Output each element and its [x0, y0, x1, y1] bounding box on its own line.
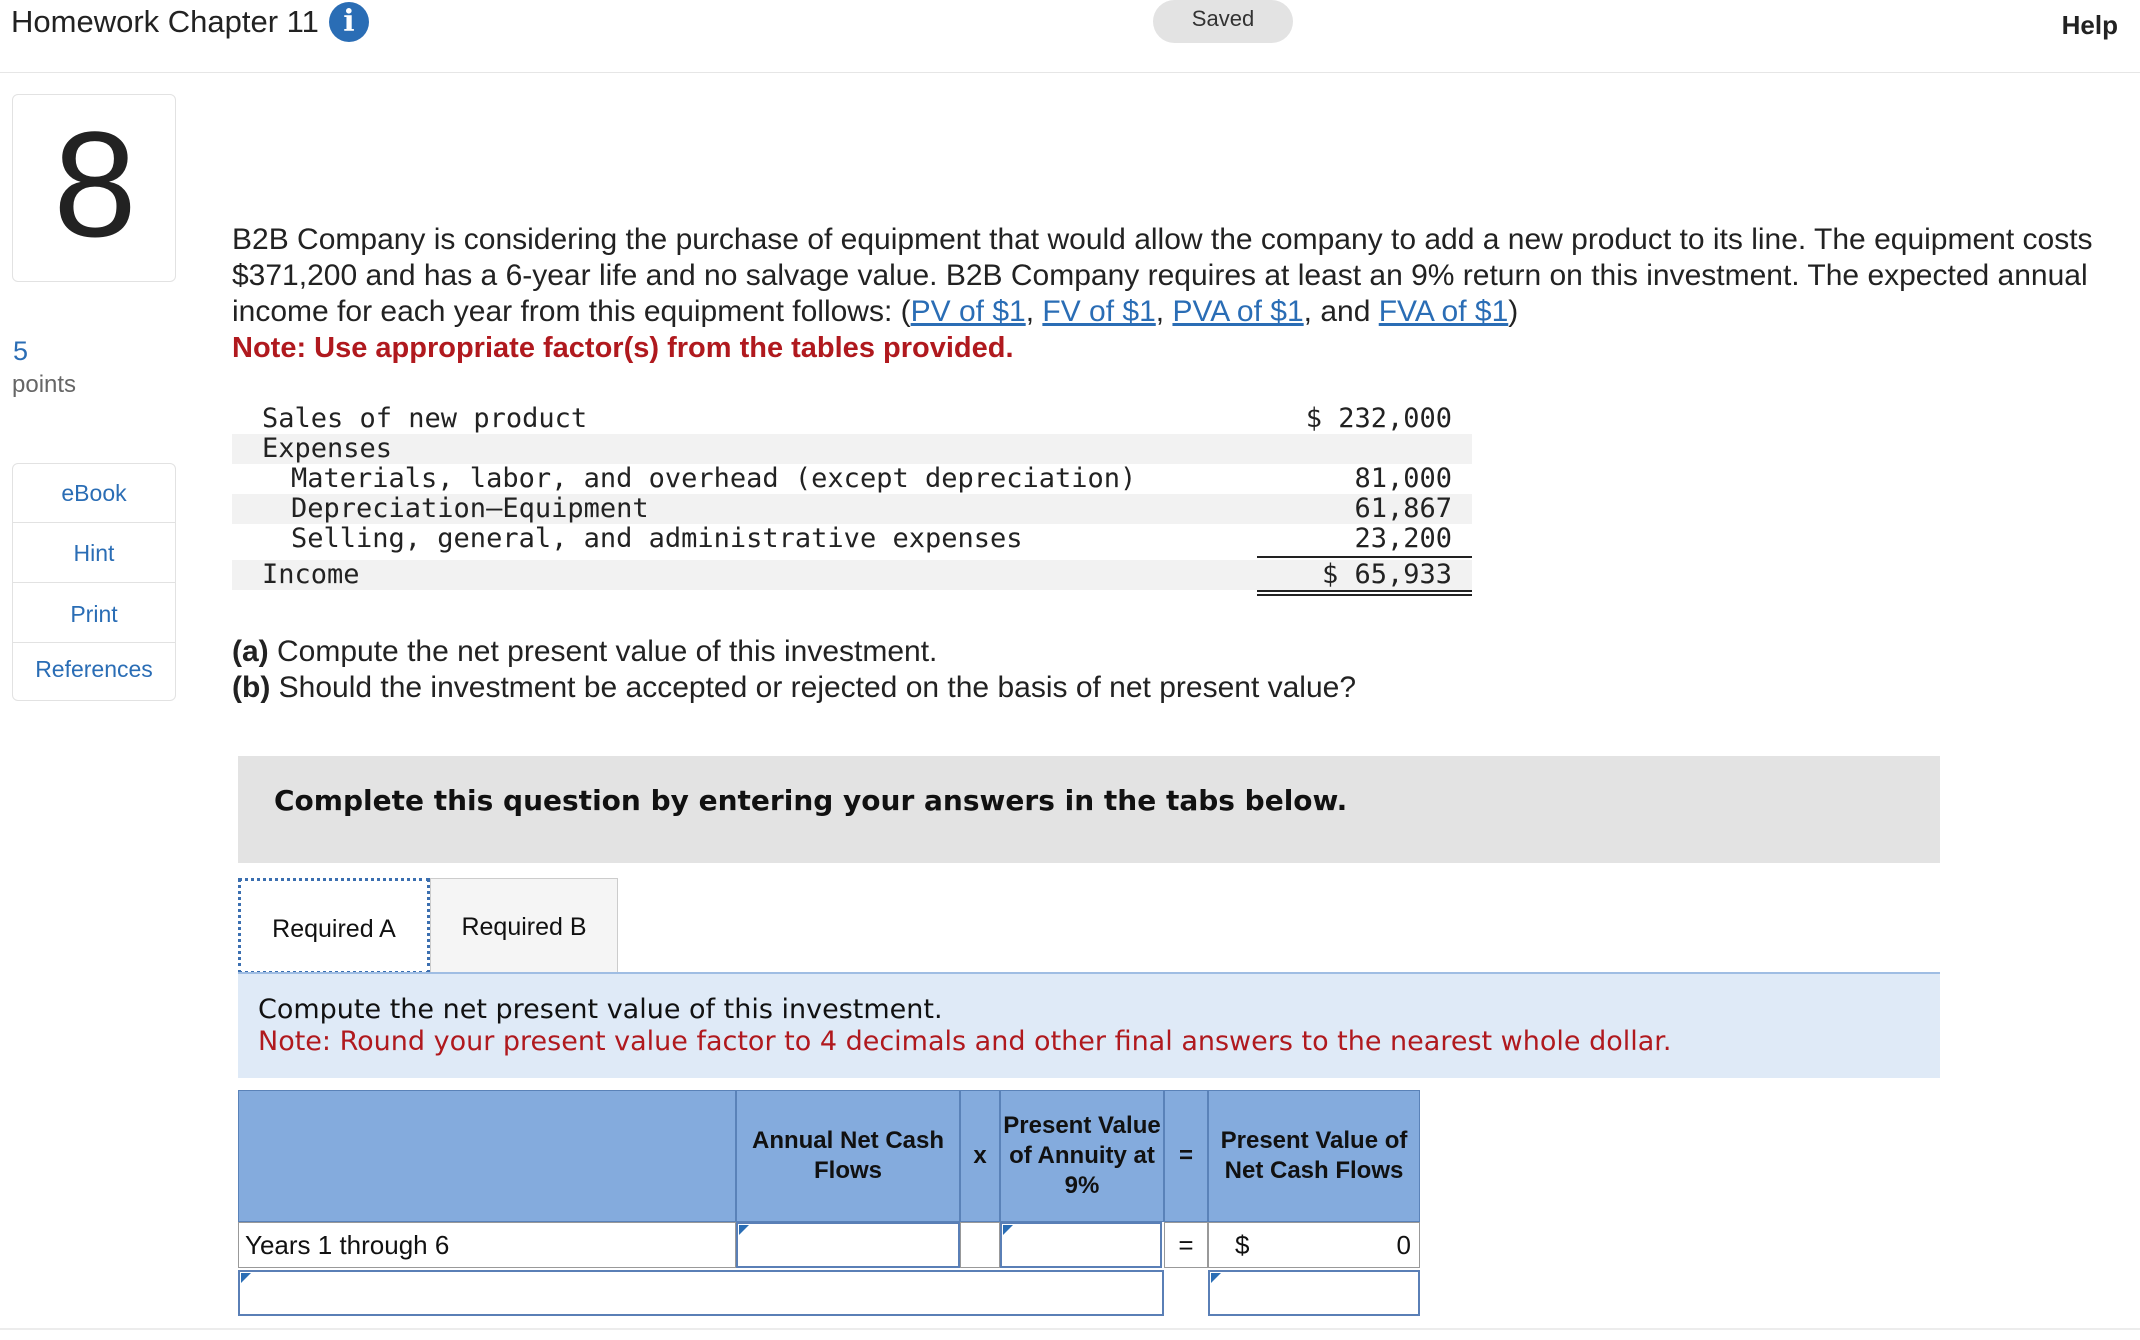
tab-required-a[interactable]: Required A — [238, 878, 430, 974]
nav-divider — [13, 642, 175, 643]
fva-table-link[interactable]: FVA of $1 — [1378, 295, 1509, 328]
header-pv-annuity: Present Value of Annuity at 9% — [1000, 1090, 1164, 1222]
income-row-label: Selling, general, and administrative expenses — [291, 523, 1023, 554]
nav-divider — [13, 582, 175, 583]
part-a — [232, 634, 1356, 670]
references-link[interactable]: References — [35, 656, 153, 682]
question-body: B2B Company is considering the purchase of equipment that would allow the company to add a new product to its line. The equipment costs $371,200 and has a 6-year life and no salvage value. B2B Company requires at least an 9% return on this investment. The expected annual income for each year from this equipment follows: ( — [232, 223, 2093, 328]
annual-net-cash-flows-cell — [736, 1222, 960, 1268]
header-annual-net-cash-flows: Annual Net Cash Flows — [736, 1090, 960, 1222]
income-row-value: 61,867 — [1354, 493, 1452, 524]
income-row-label: Sales of new product — [262, 403, 588, 434]
bottom-divider — [0, 1328, 2140, 1330]
points-label: points — [12, 371, 77, 398]
requirement-prompt-box — [238, 972, 1940, 1078]
info-icon[interactable]: i — [329, 2, 369, 42]
income-row — [232, 524, 1472, 554]
top-bar — [0, 0, 2140, 73]
header-pv-net-cash-flows: Present Value of Net Cash Flows — [1208, 1090, 1420, 1222]
part-a-text: Compute the net present value of this investment. — [268, 635, 938, 668]
question-number: 8 — [53, 100, 137, 268]
income-row-label: Income — [262, 559, 360, 590]
spacer-cell — [1164, 1270, 1208, 1316]
instruction-bar — [238, 756, 1940, 863]
help-link[interactable]: Help — [2061, 10, 2118, 40]
pva-table-link[interactable]: PVA of $1 — [1172, 295, 1304, 328]
part-b-text: Should the investment be accepted or rejected on the basis of net present value? — [270, 671, 1357, 704]
requirement-prompt: Compute the net present value of this investment. — [258, 994, 943, 1025]
pv-net-cash-flows-value: 0 — [1396, 1230, 1411, 1260]
fv-table-link[interactable]: FV of $1 — [1042, 295, 1156, 328]
ebook-link[interactable]: eBook — [61, 480, 127, 506]
pv-annuity-factor-input[interactable] — [1000, 1222, 1162, 1268]
total-double-rule — [1257, 590, 1472, 596]
header-equals-symbol: = — [1164, 1090, 1208, 1222]
income-row-value: $ 65,933 — [1321, 559, 1452, 590]
annual-net-cash-flows-input[interactable] — [736, 1222, 960, 1268]
income-row-value: 81,000 — [1354, 463, 1452, 494]
header-times-symbol: x — [960, 1090, 1000, 1222]
header-blank-cell — [238, 1090, 736, 1222]
pv-table-link[interactable]: PV of $1 — [910, 295, 1026, 328]
table-row-label-cell — [238, 1222, 736, 1268]
instruction-text: Complete this question by entering your answers in the tabs below. — [274, 784, 1348, 817]
income-row-label: Depreciation—Equipment — [291, 493, 649, 524]
link-separator: , and — [1303, 295, 1379, 328]
income-row — [232, 464, 1472, 494]
points-value: 5 — [13, 336, 29, 366]
income-row-value: $ 232,000 — [1305, 403, 1452, 434]
close-paren: ) — [1508, 295, 1519, 328]
resource-nav — [12, 463, 176, 701]
income-row — [232, 494, 1472, 524]
subtotal-rule — [1257, 556, 1472, 558]
income-row — [232, 560, 1472, 590]
link-separator: , — [1025, 295, 1043, 328]
income-row-label: Expenses — [262, 433, 393, 464]
equals-symbol: = — [1178, 1230, 1194, 1260]
question-number-box — [12, 94, 176, 282]
equals-cell — [1164, 1222, 1208, 1268]
income-row-label: Materials, labor, and overhead (except depreciation) — [291, 463, 1137, 494]
npv-table — [238, 1090, 1420, 1318]
part-b-label: (b) — [232, 671, 271, 704]
saved-status-badge: Saved — [1153, 0, 1293, 43]
currency-symbol: $ — [1235, 1230, 1250, 1260]
pv-net-cash-flows-cell — [1208, 1222, 1420, 1268]
requirement-note: Note: Round your present value factor to 4 decimals and other final answers to the nearest whole dollar. — [258, 1026, 1672, 1057]
income-row — [232, 434, 1472, 464]
assignment-title: Homework Chapter 11 — [11, 4, 319, 39]
print-link[interactable]: Print — [70, 601, 118, 627]
net-present-value-label-input[interactable] — [238, 1270, 1164, 1316]
row-label: Years 1 through 6 — [245, 1230, 450, 1260]
tab-required-b[interactable]: Required B — [430, 878, 618, 974]
question-text — [232, 222, 2112, 330]
income-row — [232, 404, 1472, 434]
pv-factor-cell — [1000, 1222, 1164, 1268]
part-b — [232, 670, 1356, 706]
income-row-value: 23,200 — [1354, 523, 1452, 554]
times-spacer-cell — [960, 1222, 1000, 1268]
net-present-value-input[interactable] — [1208, 1270, 1420, 1316]
nav-divider — [13, 522, 175, 523]
hint-link[interactable]: Hint — [73, 540, 115, 566]
question-note: Note: Use appropriate factor(s) from the tables provided. — [232, 332, 1014, 364]
question-parts — [232, 634, 1356, 706]
link-separator: , — [1155, 295, 1173, 328]
part-a-label: (a) — [232, 635, 269, 668]
